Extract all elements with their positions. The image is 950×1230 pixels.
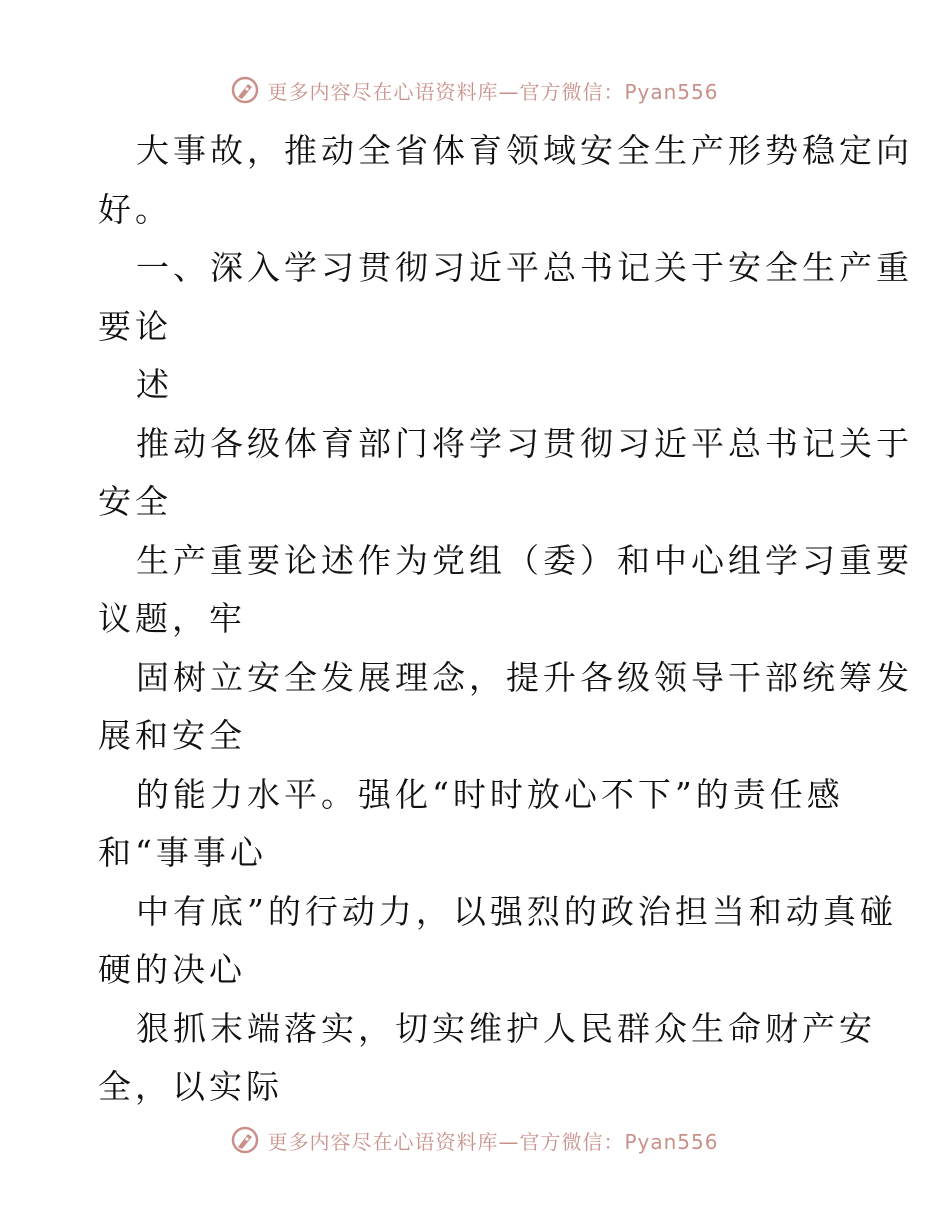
text-line: 固树立安全发展理念，提升各级领导干部统筹发 — [136, 657, 913, 697]
text-line: 安全 — [98, 482, 172, 521]
document-body — [98, 122, 913, 1117]
pen-nib-logo-icon — [231, 1126, 259, 1154]
header-watermark — [0, 72, 950, 108]
watermark-text: 更多内容尽在心语资料库—官方微信：Pyan556 — [267, 79, 719, 104]
footer-watermark — [0, 1122, 950, 1158]
text-line: 一、深入学习贯彻习近平总书记关于安全生产重 — [136, 248, 913, 287]
text-line: 和“事事心 — [98, 833, 267, 872]
text-line: 全，以实际 — [98, 1067, 283, 1106]
text-line: 中有底”的行动力，以强烈的政治担当和动真碰 — [136, 891, 897, 931]
text-line: 议题，牢 — [98, 599, 246, 638]
pen-nib-logo-icon — [231, 76, 259, 104]
text-line: 推动各级体育部门将学习贯彻习近平总书记关于 — [136, 423, 913, 463]
text-line: 展和安全 — [98, 716, 246, 755]
text-line: 要论 — [98, 306, 172, 346]
text-line: 大事故，推动全省体育领域安全生产形势稳定向 — [136, 131, 913, 170]
text-line: 狠抓末端落实，切实维护人民群众生命财产安 — [136, 1008, 876, 1048]
text-line: 好。 — [98, 189, 172, 229]
watermark-text: 更多内容尽在心语资料库—官方微信：Pyan556 — [267, 1129, 719, 1154]
text-line: 硬的决心 — [98, 950, 246, 989]
text-line: 的能力水平。强化“时时放心不下”的责任感 — [136, 774, 844, 814]
text-line: 生产重要论述作为党组（委）和中心组学习重要 — [136, 540, 913, 580]
text-line: 述 — [136, 365, 173, 404]
